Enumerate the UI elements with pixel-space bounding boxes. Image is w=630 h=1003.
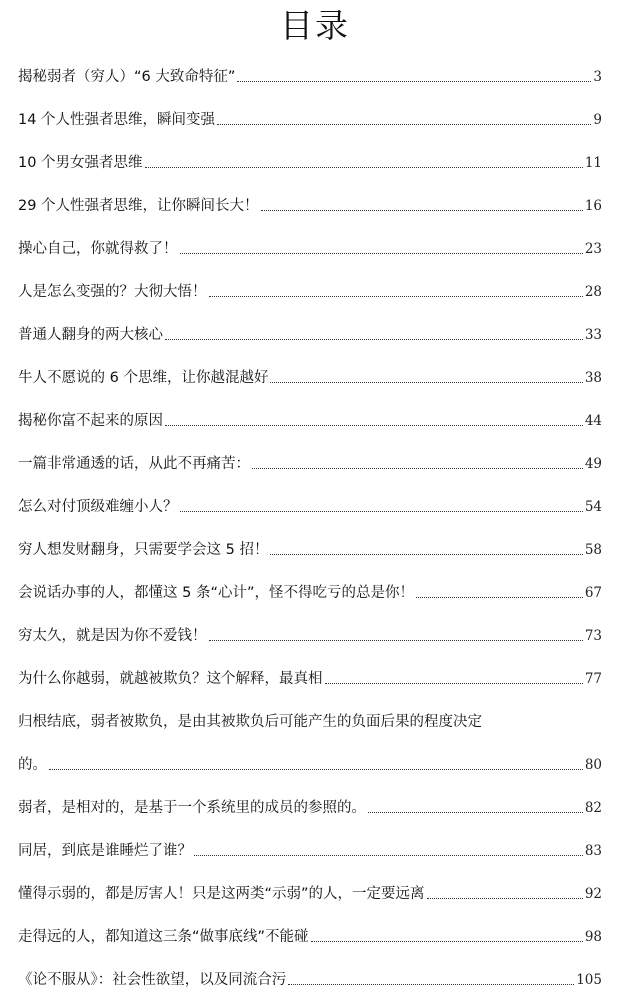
toc-entry-page: 33 [584, 327, 602, 343]
toc-entry-title: 穷人想发财翻身，只需要学会这 5 招！ [18, 542, 269, 558]
toc-entry[interactable] [18, 222, 602, 265]
toc-entry-title: 14 个人性强者思维，瞬间变强 [18, 112, 216, 128]
toc-entry[interactable] [18, 566, 602, 609]
toc-entry[interactable] [18, 953, 602, 996]
dot-leader [261, 210, 583, 211]
toc-entry-title: 弱者，是相对的，是基于一个系统里的成员的参照的。 [18, 800, 366, 816]
toc-entry-title: 操心自己，你就得救了！ [18, 241, 178, 257]
dot-leader [165, 339, 583, 340]
toc-entry[interactable] [18, 136, 602, 179]
dot-leader [180, 511, 583, 512]
toc-entry-page: 105 [576, 972, 602, 988]
toc-entry[interactable] [18, 265, 602, 308]
toc-entry-page: 9 [593, 112, 602, 128]
toc-entry-title: 人是怎么变强的？大彻大悟！ [18, 284, 207, 300]
dot-leader [288, 984, 574, 985]
toc-entry-page: 98 [584, 929, 602, 945]
toc-entry[interactable] [18, 695, 602, 781]
toc-entry-title: 揭秘你富不起来的原因 [18, 413, 163, 429]
toc-entry-page: 23 [584, 241, 602, 257]
toc-entry[interactable] [18, 609, 602, 652]
dot-leader [325, 683, 583, 684]
toc-entry-title: 同居，到底是谁睡烂了谁？ [18, 843, 192, 859]
dot-leader [209, 296, 583, 297]
toc-entry-page: 54 [584, 499, 602, 515]
toc-entry[interactable] [18, 351, 602, 394]
toc-entry-title: 懂得示弱的，都是厉害人！只是这两类“示弱”的人，一定要远离 [18, 886, 425, 902]
dot-leader [237, 81, 591, 82]
toc-entry-title: 归根结底，弱者被欺负，是由其被欺负后可能产生的负面后果的程度决定 [18, 714, 482, 730]
toc-entry-title: 揭秘弱者（穷人）“6 大致命特征” [18, 69, 236, 85]
toc-entry-page: 11 [584, 155, 602, 171]
page-title: 目录 [280, 6, 350, 45]
dot-leader [180, 253, 583, 254]
dot-leader [217, 124, 591, 125]
toc-entry[interactable] [18, 480, 602, 523]
toc-entry-title: 29 个人性强者思维，让你瞬间长大！ [18, 198, 259, 214]
toc-entry-title: 10 个男女强者思维 [18, 155, 143, 171]
toc-entry-page: 58 [584, 542, 602, 558]
toc-entry-title: 穷太久，就是因为你不爱钱！ [18, 628, 207, 644]
dot-leader [427, 898, 583, 899]
toc-entry-page: 49 [584, 456, 602, 472]
toc-entry-page: 3 [593, 69, 602, 85]
toc-entry[interactable] [18, 437, 602, 480]
toc-entry-page: 82 [584, 800, 602, 816]
toc-entry-title: 《论不服从》：社会性欲望，以及同流合污 [18, 972, 287, 988]
toc-entry[interactable] [18, 50, 602, 93]
table-of-contents [18, 50, 602, 996]
dot-leader [194, 855, 583, 856]
toc-entry-title: 怎么对付顶级难缠小人？ [18, 499, 178, 515]
toc-entry-page: 16 [584, 198, 602, 214]
toc-entry[interactable] [18, 523, 602, 566]
dot-leader [252, 468, 583, 469]
toc-entry-page: 80 [584, 757, 602, 773]
toc-entry-page: 67 [584, 585, 602, 601]
toc-entry-title: 普通人翻身的两大核心 [18, 327, 163, 343]
dot-leader [145, 167, 583, 168]
dot-leader [311, 941, 583, 942]
toc-entry-continuation [18, 756, 602, 774]
toc-entry[interactable] [18, 308, 602, 351]
dot-leader [416, 597, 583, 598]
toc-entry[interactable] [18, 824, 602, 867]
dot-leader [165, 425, 583, 426]
toc-entry[interactable] [18, 179, 602, 222]
toc-entry-title: 为什么你越弱，就越被欺负？这个解释，最真相 [18, 671, 323, 687]
toc-entry[interactable] [18, 652, 602, 695]
toc-entry-title: 一篇非常通透的话，从此不再痛苦： [18, 456, 250, 472]
toc-entry-page: 73 [584, 628, 602, 644]
toc-entry[interactable] [18, 910, 602, 953]
toc-entry-title: 走得远的人，都知道这三条“做事底线”不能碰 [18, 929, 309, 945]
toc-entry-title: 牛人不愿说的 6 个思维，让你越混越好 [18, 370, 269, 386]
toc-entry-page: 92 [584, 886, 602, 902]
toc-entry-title: 会说话办事的人，都懂这 5 条“心计”，怪不得吃亏的总是你！ [18, 585, 414, 601]
toc-entry-page: 77 [584, 671, 602, 687]
toc-entry[interactable] [18, 867, 602, 910]
toc-entry-page: 28 [584, 284, 602, 300]
toc-entry-page: 44 [584, 413, 602, 429]
toc-entry[interactable] [18, 93, 602, 136]
toc-entry[interactable] [18, 781, 602, 824]
toc-entry-page: 83 [584, 843, 602, 859]
dot-leader [49, 769, 583, 770]
toc-entry-title-continued: 的。 [18, 757, 47, 773]
dot-leader [270, 554, 582, 555]
dot-leader [209, 640, 583, 641]
dot-leader [368, 812, 583, 813]
dot-leader [270, 382, 582, 383]
toc-entry-page: 38 [584, 370, 602, 386]
toc-entry[interactable] [18, 394, 602, 437]
